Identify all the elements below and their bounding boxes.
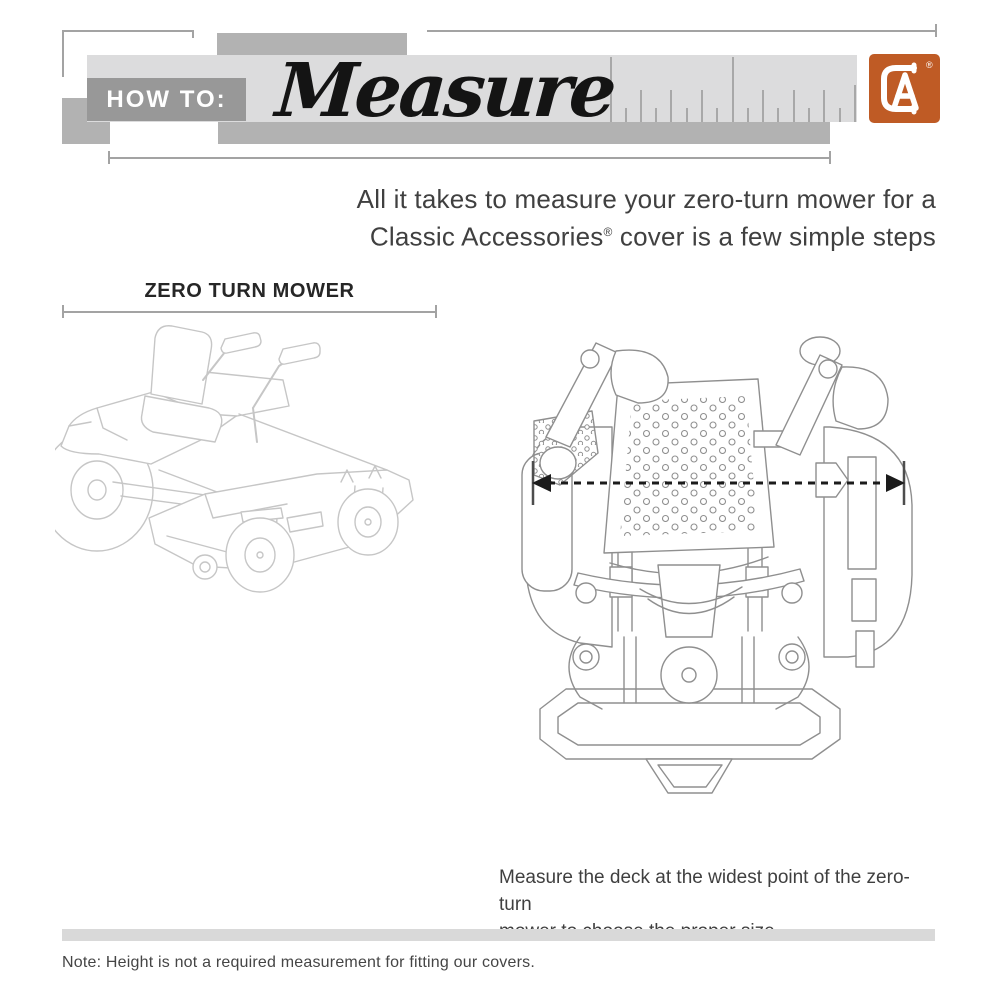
intro-registered-mark: ® (603, 225, 613, 239)
kicker-box (87, 78, 246, 121)
zero-turn-mower-top-view-sketch (518, 335, 918, 795)
footer-divider-bar (62, 929, 935, 941)
ruler-ticks-icon (600, 55, 857, 122)
intro-line1: All it takes to measure your zero-turn mower for a (356, 184, 936, 214)
bracket-top-left-end-tick (192, 30, 194, 38)
logo-registered-mark: ® (926, 60, 933, 70)
intro-line2-rest: cover is a few simple steps (612, 221, 936, 252)
caption-line1: Measure the deck at the widest point of the zero-turn (499, 867, 910, 915)
rule-top-right (427, 30, 937, 32)
bracket-top-left-horizontal (62, 30, 193, 32)
rule-header-bottom-right-tick (829, 151, 831, 164)
intro-line2 (236, 216, 936, 254)
rule-header-bottom-left-tick (108, 151, 110, 164)
rule-top-right-end-tick (935, 24, 937, 37)
section-underline (62, 311, 437, 313)
zero-turn-mower-perspective-sketch (55, 322, 445, 617)
kicker-label: HOW TO: (106, 85, 227, 113)
intro-text (236, 183, 936, 254)
section-underline-left-tick (62, 305, 64, 318)
section-underline-right-tick (435, 305, 437, 318)
rule-header-bottom (108, 157, 830, 159)
section-label: ZERO TURN MOWER (144, 280, 355, 302)
page-title: Measure (272, 48, 617, 134)
classic-accessories-logo-icon (869, 54, 940, 123)
intro-brand: Classic Accessories (369, 221, 604, 252)
bracket-top-left-vertical (62, 30, 64, 77)
footer-note: Note: Height is not a required measurement for fitting our covers. (62, 954, 535, 971)
